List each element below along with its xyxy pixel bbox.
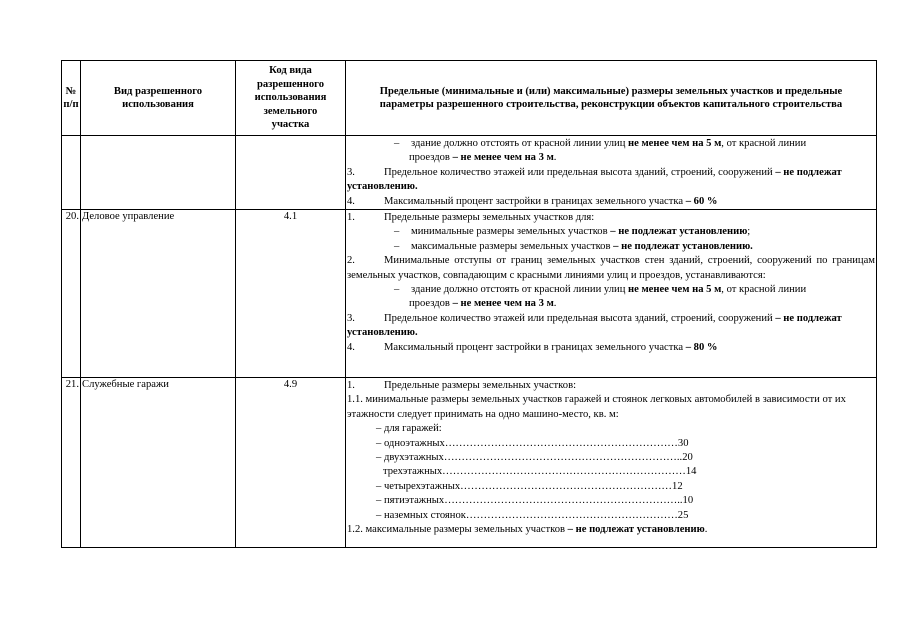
cell-parameters — [346, 210, 877, 378]
paragraph-1-2: 1.2. максимальные размеры земельных участков – не подлежат установлению. — [347, 524, 708, 536]
paragraph-4: 4. Максимальный процент застройки в границах земельного участка – 80 % — [347, 341, 718, 353]
cell-name: Деловое управление — [81, 210, 236, 378]
table-row-continuation — [62, 136, 877, 210]
list-item-continuation: проездов – не менее чем на 3 м. — [409, 152, 557, 164]
cell-code: 4.1 — [236, 210, 346, 378]
list-item: – двухэтажных…………………………………………………………..20 — [376, 452, 693, 464]
list-item: – для гаражей: — [376, 423, 442, 435]
header-use-code: Код вида разрешенного использования земельного участка — [236, 61, 346, 136]
list-item: – здание должно отстоять от красной линии улиц не менее чем на 5 м, от красной линии — [347, 137, 875, 151]
paragraph-4: 4. Максимальный процент застройки в границах земельного участка – 60 % — [347, 195, 718, 207]
dash-bullet: – — [394, 226, 400, 238]
header-use-type: Вид разрешенного использования — [81, 61, 236, 136]
paragraph-1: 1. Предельные размеры земельных участков для: — [347, 212, 595, 224]
cell-name: Служебные гаражи — [81, 378, 236, 548]
cell-code: 4.9 — [236, 378, 346, 548]
list-item: – максимальные размеры земельных участков – не подлежат установлению. — [347, 240, 875, 254]
list-item-continuation: проездов – не менее чем на 3 м. — [409, 298, 557, 310]
cell-code — [236, 136, 346, 210]
cell-number: 20. — [62, 210, 81, 378]
list-item: – наземных стоянок……………………………………………………25 — [376, 509, 689, 521]
paragraph-1: 1. Предельные размеры земельных участков: — [347, 380, 577, 392]
cell-parameters — [346, 378, 877, 548]
dash-bullet: – — [394, 284, 400, 296]
list-item: – здание должно отстоять от красной линии улиц не менее чем на 5 м, от красной линии — [347, 283, 875, 297]
list-item: трехэтажных……………………………………………………………14 — [383, 466, 697, 478]
paragraph-2: 2. Минимальные отступы от границ земельных участков стен зданий, строений, сооружений по границам земельных участков, совпадающим с красными линиями улиц и проездов, устанавливаются: — [347, 255, 875, 281]
cell-number: 21. — [62, 378, 81, 548]
dash-bullet: – — [394, 138, 400, 149]
table-header-row — [62, 61, 877, 136]
list-item: – одноэтажных…………………………………………………………30 — [376, 437, 689, 449]
cell-number — [62, 136, 81, 210]
table-row-21 — [62, 378, 877, 548]
list-item: – четырехэтажных……………………………………………………12 — [376, 480, 683, 492]
table-row-20 — [62, 210, 877, 378]
list-item: – пятиэтажных…………………………………………………………..10 — [376, 495, 694, 507]
paragraph-1-1: 1.1. минимальные размеры земельных участков гаражей и стоянок легковых автомобилей в зависимости от их этажности следует принимать на одно машино-место, кв. м: — [347, 394, 846, 420]
paragraph-3: 3. Предельное количество этажей или предельная высота зданий, строений, сооружений – не подлежат установлению. — [347, 166, 842, 193]
regulations-table — [61, 60, 877, 548]
cell-name — [81, 136, 236, 210]
dash-bullet: – — [394, 240, 400, 252]
header-parameters: Предельные (минимальные и (или) максимальные) размеры земельных участков и предельные параметры разрешенного строительства, реконструкции объектов капитального строительства — [346, 61, 877, 136]
paragraph-3: 3. Предельное количество этажей или предельная высота зданий, строений, сооружений – не подлежат установлению. — [347, 312, 842, 339]
list-item: – минимальные размеры земельных участков – не подлежат установлению; — [347, 225, 875, 239]
header-number: № п/п — [62, 61, 81, 136]
cell-parameters — [346, 136, 877, 210]
